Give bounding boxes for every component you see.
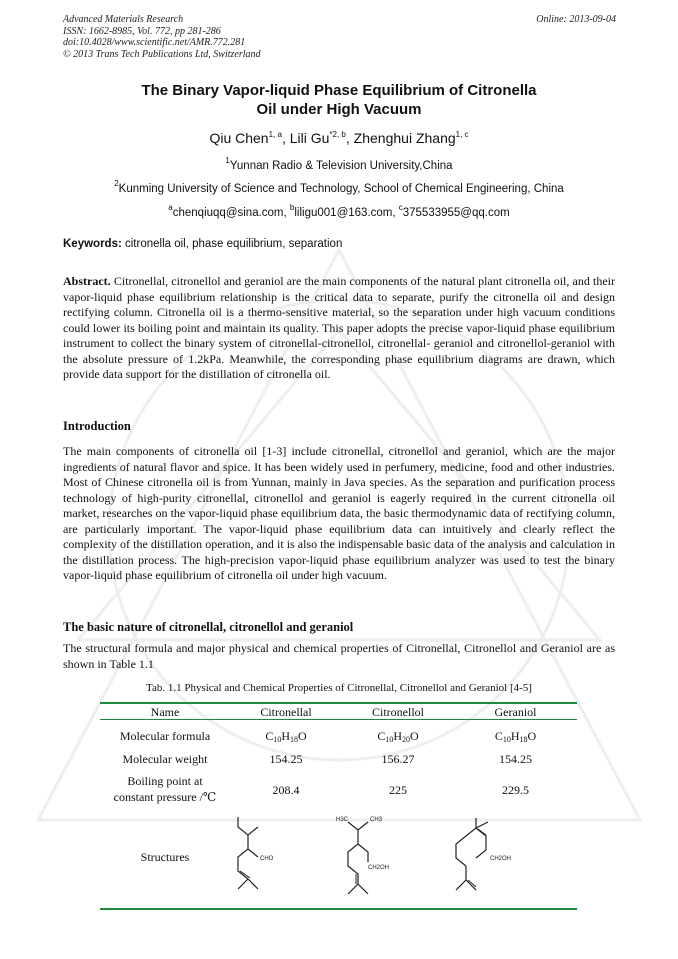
table-row-label: Structures xyxy=(140,850,190,864)
introduction-heading: Introduction xyxy=(63,419,131,433)
table-header-cell: Citronellol xyxy=(372,705,424,719)
table-header-cell: Name xyxy=(150,705,180,719)
table-row-label: Molecular weight xyxy=(122,752,208,766)
keywords-text: citronella oil, phase equilibrium, separation xyxy=(125,238,343,250)
table-caption: Tab. 1.1 Physical and Chemical Properties of Citronellal, Citronellol and Geraniol [4-5] xyxy=(146,682,532,694)
geraniol-structure xyxy=(452,816,522,894)
author-sup: 1, a xyxy=(268,130,282,139)
email-link[interactable]: 375533955@qq.com xyxy=(402,207,510,219)
email-link[interactable]: chenqiuqq@sina.com xyxy=(172,207,284,219)
aldehyde-group-label: CHO xyxy=(260,856,274,862)
author-name: Lili Gu xyxy=(289,130,330,146)
table-header-cell: Citronellal xyxy=(260,705,312,719)
affiliation-1 xyxy=(0,156,678,172)
hydroxymethyl-label: CH2OH xyxy=(368,865,390,871)
issn-line: ISSN: 1662-8985, Vol. 772, pp 281-286 xyxy=(63,25,221,37)
methyl-label: CH3 xyxy=(370,817,383,823)
email-sup: b xyxy=(289,203,295,212)
table-cell: 225 xyxy=(389,783,407,797)
author-name: Zhenghui Zhang xyxy=(353,130,456,146)
abstract-text: Citronellal, citronellol and geraniol are the main components of the natural plant citronella oil, and their vapor-liquid phase equilibrium relationship is the critical data to separate, purify the citronella oil and design rectifying column. Citronella oil is a thermo-sensitive material, so the separation under high vacuum conditions could lower its boiling point and maintain its quality. This paper adopts the precise vapor-liquid phase equilibrium instrument to collect the binary system of citronellal-citronellol, citronellal- geraniol and citronellol-geraniol with the absolute pressure of 1.2kPa. Meanwhile, the corresponding phase equilibrium diagrams are drawn, which provide data support for the distillation of citronella oil. xyxy=(63,274,615,381)
table-cell: 156.27 xyxy=(381,752,415,766)
affiliation-2 xyxy=(0,179,678,195)
affiliation-sup: 1 xyxy=(225,156,230,165)
doi-line[interactable]: doi:10.4028/www.scientific.net/AMR.772.281 xyxy=(63,37,246,48)
title-line-2: Oil under High Vacuum xyxy=(256,101,422,118)
abstract-label: Abstract. xyxy=(63,274,111,288)
author-sup: *2, b xyxy=(329,130,346,139)
title-line-1: The Binary Vapor-liquid Phase Equilibrium of Citronella xyxy=(141,82,537,99)
basic-nature-paragraph: The structural formula and major physical and chemical properties of Citronellal, Citronellol and Geraniol are as shown in Table 1.1 xyxy=(63,641,615,671)
table-bottom-rule xyxy=(100,908,577,910)
journal-name: Advanced Materials Research xyxy=(63,14,184,25)
author-sup: 1, c xyxy=(455,130,469,139)
affiliation-text: Yunnan Radio & Television University,China xyxy=(229,160,453,172)
keywords-line xyxy=(63,238,342,250)
formula-cell: $C_{10}H_{18}O$ xyxy=(265,729,307,744)
basic-nature-heading: The basic nature of citronellal, citronellol and geraniol xyxy=(63,620,354,634)
paper-title xyxy=(90,81,588,119)
affiliation-sup: 2 xyxy=(114,179,119,188)
formula-cell: $C_{10}H_{18}O$ xyxy=(494,729,537,744)
table-header-cell: Geraniol xyxy=(494,705,537,719)
email-list: $^a$chenqiuqq@sina.com, $^b$liligu001@163.com, $^c$375533955@qq.com xyxy=(168,203,510,219)
keywords-label: Keywords: xyxy=(63,238,122,250)
table-cell: 208.4 xyxy=(272,783,300,797)
citronellal-structure xyxy=(226,815,286,893)
abstract-paragraph xyxy=(63,274,615,383)
introduction-paragraph: The main components of citronella oil [1-3] include citronellal, citronellol and geraniol, which are the major ingredients of natural flavor and spice. It has been widely used in perfumery, medicine, food and other industries. Most of Chinese citronella oil is from Yunnan, mainly in Java species. As the separation and purification process technology of high-purity citronellal, citronellol and geraniol is eagerly required in the current citronella oil market, researches on the vapor-liquid phase equilibrium data, the basic thermodynamic data of rectifying column, are particularly important. The vapor-liquid phase equilibrium data can intuitively and clearly reflect the complexity of the distillation operation, and it is also the indispensable basic data of the analysis and calculation in the distillation process. The high-precision vapor-liquid phase equilibrium analyzer was used to test the binary vapor-liquid phase equilibrium of citronella oil under high vacuum. xyxy=(63,444,615,582)
email-link[interactable]: liligu001@163.com xyxy=(294,207,393,219)
methyl-label: H3C xyxy=(336,817,349,823)
table-row-label: Molecular formula xyxy=(119,729,211,743)
email-sup: a xyxy=(168,203,173,212)
table-cell: 154.25 xyxy=(499,752,532,766)
email-sup: c xyxy=(398,203,403,212)
journal-header xyxy=(63,14,261,60)
table-cell: 154.25 xyxy=(269,752,303,766)
table-cell: 229.5 xyxy=(502,783,529,797)
citronellol-structure xyxy=(334,812,400,897)
hydroxymethyl-label: CH2OH xyxy=(490,856,512,862)
online-date: Online: 2013-09-04 xyxy=(536,14,616,25)
copyright-line: © 2013 Trans Tech Publications Ltd, Switzerland xyxy=(63,48,261,60)
affiliation-text: Kunming University of Science and Technology, School of Chemical Engineering, China xyxy=(118,183,564,195)
author-name: Qiu Chen xyxy=(209,130,269,146)
table-row-label: Boiling point at constant pressure /℃ xyxy=(113,774,217,804)
formula-cell: $C_{10}H_{20}O$ xyxy=(377,729,419,744)
author-list: Qiu Chen$^{1, a}$, Lili Gu$^{*2, b}$, Zhenghui Zhang$^{1, c}$ xyxy=(209,130,469,146)
